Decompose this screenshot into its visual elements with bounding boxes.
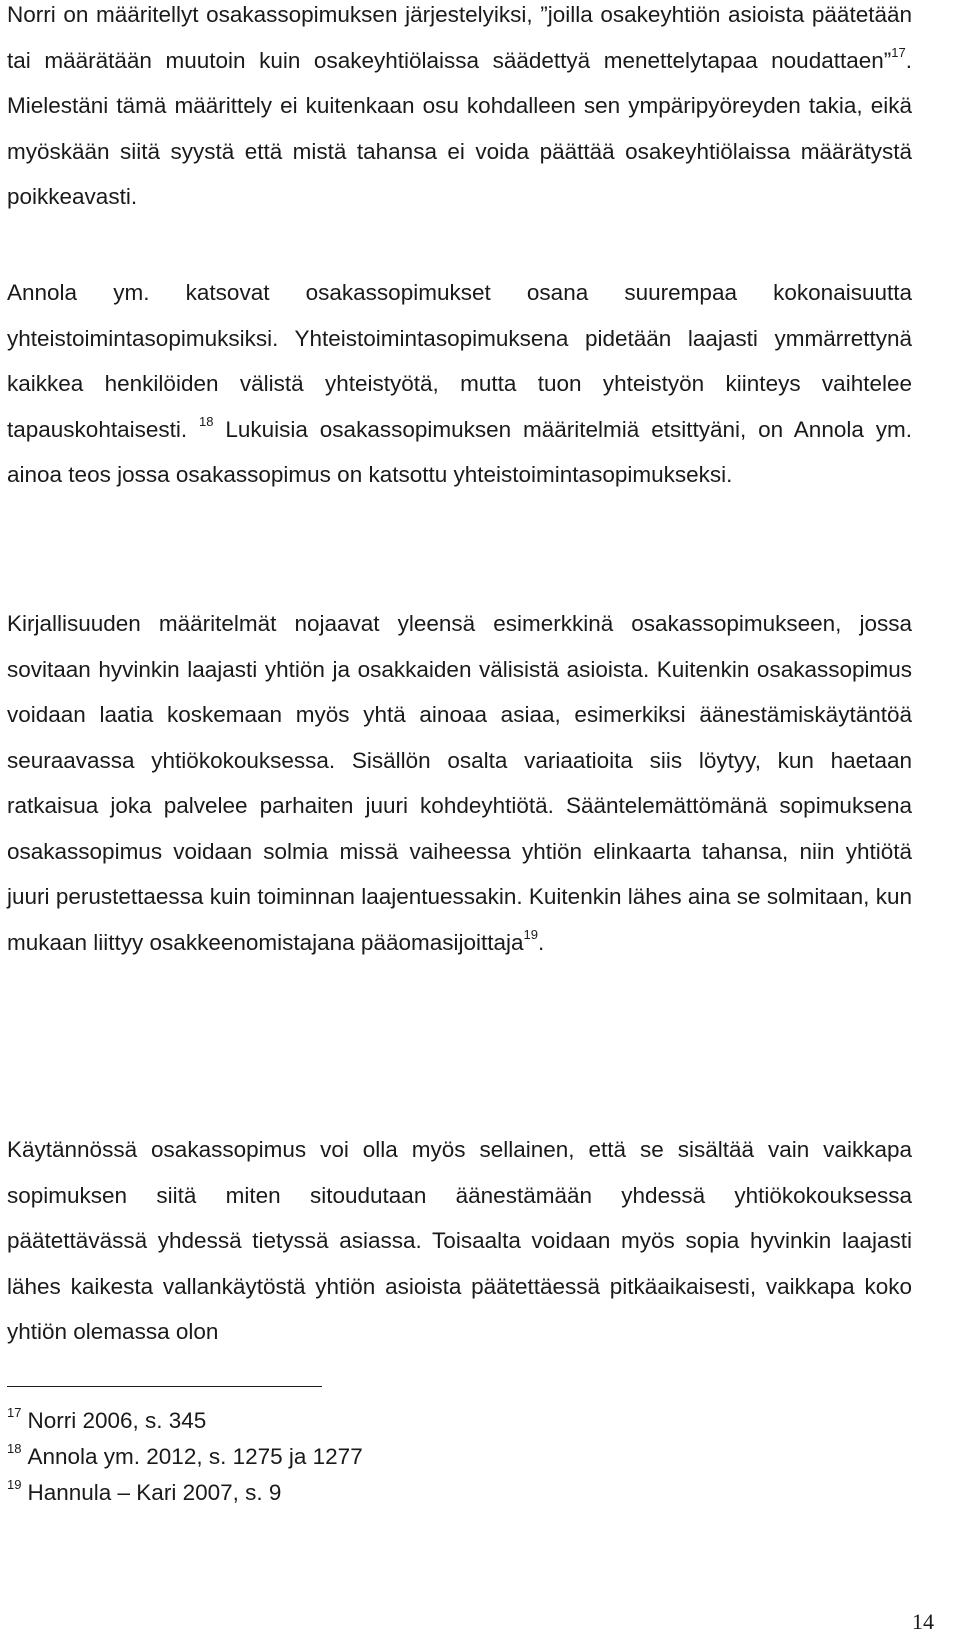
footnote-number: 19	[7, 1476, 22, 1492]
paragraph-3-text-b: .	[538, 929, 545, 955]
footnotes	[7, 1403, 607, 1511]
footnote-text: Annola ym. 2012, s. 1275 ja 1277	[27, 1444, 363, 1469]
footnote-18	[7, 1439, 607, 1475]
paragraph-1-text-a: Norri on määritellyt osakassopimuksen järjestelyiksi, ”joilla osakeyhtiön asioista päätetään tai määrätään muutoin kuin osakeyhtiölaissa säädettyä menettelytapaa noudattaen”	[7, 2, 912, 73]
footnote-17	[7, 1403, 607, 1439]
paragraph-3	[7, 601, 912, 965]
paragraph-3-text-a: Kirjallisuuden määritelmät nojaavat yleensä esimerkkinä osakassopimukseen, jossa sovitaan hyvinkin laajasti yhtiön ja osakkaiden välisistä asioista. Kuitenkin osakassopimus voidaan laatia koskemaan myös yhtä ainoaa asiaa, esimerkiksi äänestämiskäytäntöä seuraavassa yhtiökokouksessa. Sisällön osalta variaatioita siis löytyy, kun haetaan ratkaisua joka palvelee parhaiten juuri kohdeyhtiötä. Sääntelemättömänä sopimuksena osakassopimus voidaan solmia missä vaiheessa yhtiön elinkaarta tahansa, niin yhtiötä juuri perustettaessa kuin toiminnan laajentuessakin. Kuitenkin lähes aina se solmitaan, kun mukaan liittyy osakkeenomistajana pääomasijoittaja	[7, 611, 912, 955]
footnote-number: 17	[7, 1404, 22, 1420]
paragraph-2-text-b: Lukuisia osakassopimuksen määritelmiä etsittyäni, on Annola ym. ainoa teos jossa osakassopimus on katsottu yhteistoimintasopimukseksi.	[7, 416, 912, 487]
footnote-text: Hannula – Kari 2007, s. 9	[27, 1480, 282, 1505]
footnote-divider	[7, 1386, 322, 1387]
footnote-ref-18[interactable]: 18	[199, 414, 214, 429]
paragraph-4-text: Käytännössä osakassopimus voi olla myös sellainen, että se sisältää vain vaikkapa sopimuksen siitä miten sitoudutaan äänestämään yhdessä yhtiökokouksessa päätettävässä yhdessä tietyssä asiassa. Toisaalta voidaan myös sopia hyvinkin laajasti lähes kaikesta vallankäytöstä yhtiön asioista päätettäessä pitkäaikaisesti, vaikkapa koko yhtiön olemassa olon	[7, 1137, 912, 1344]
footnote-number: 18	[7, 1440, 22, 1456]
footnote-ref-17[interactable]: 17	[891, 45, 906, 60]
paragraph-2	[7, 270, 912, 498]
paragraph-1-text-b: . Mielestäni tämä määrittely ei kuitenkaan osu kohdalleen sen ympäripyöreyden takia, eikä myöskään siitä syystä että mistä tahansa ei voida päättää osakeyhtiölaissa määrätystä poikkeavasti.	[7, 47, 912, 209]
footnote-19	[7, 1475, 607, 1511]
paragraph-1	[7, 0, 912, 220]
paragraph-2-text-a: Annola ym. katsovat osakassopimukset osana suurempaa kokonaisuutta yhteistoimintasopimuksiksi. Yhteistoimintasopimuksena pidetään laajasti ymmärrettynä kaikkea henkilöiden välistä yhteistyötä, mutta tuon yhteistyön kiinteys vaihtelee tapauskohtaisesti.	[7, 280, 912, 442]
paragraph-4	[7, 1127, 912, 1355]
footnote-text: Norri 2006, s. 345	[27, 1408, 207, 1433]
page-number: 14	[912, 1609, 934, 1634]
footnote-ref-19[interactable]: 19	[523, 927, 538, 942]
